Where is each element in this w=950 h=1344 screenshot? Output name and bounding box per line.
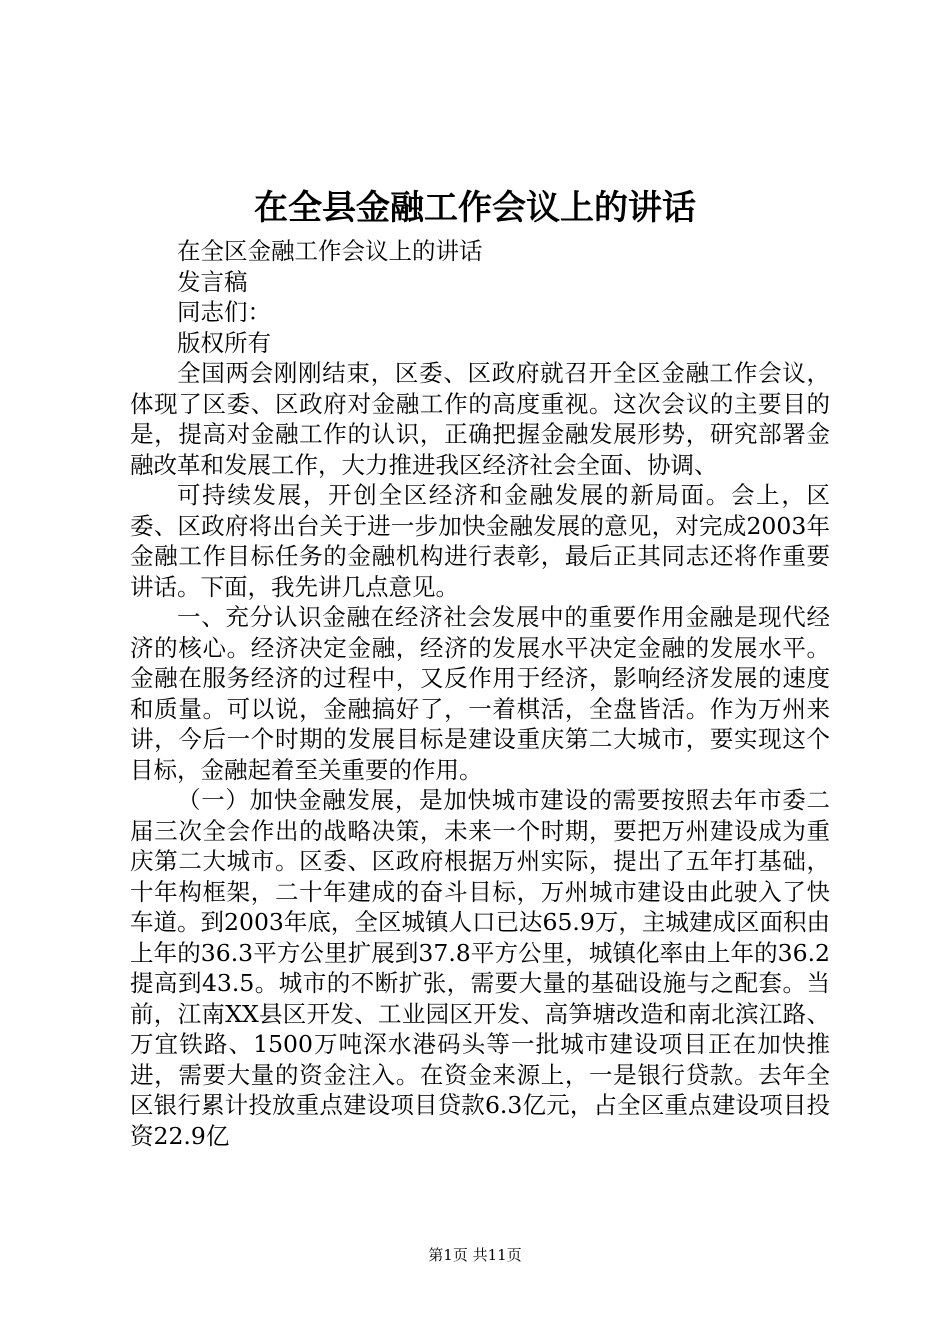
document-title: 在全县金融工作会议上的讲话 <box>254 188 696 228</box>
paragraph-label: 发言稿 <box>177 267 248 296</box>
paragraph-greeting: 同志们： <box>177 298 271 326</box>
paragraph: 全国两会刚刚结束，区委、区政府就召开全区金融工作会议，体现了区委、区政府对金融工作的高度重视。这次会议的主要目的是，提高对金融工作的认识，正确把握金融发展形势，研究部署金融改革和发展工作，大力推进我区经济社会全面、协调、 <box>130 359 830 479</box>
paragraph-copyright: 版权所有 <box>177 328 271 357</box>
document-body <box>130 236 830 1151</box>
paragraph: （一）加快金融发展，是加快城市建设的需要按照去年市委二届三次全会作出的战略决策，未来一个时期，要把万州建设成为重庆第二大城市。区委、区政府根据万州实际，提出了五年打基础，十年构框架，二十年建成的奋斗目标，万州城市建设由此驶入了快车道。到2003年底，全区城镇人口已达65.9万，主城建成区面积由上年的36.3平方公里扩展到37.8平方公里，城镇化率由上年的36.2提高到43.5。城市的不断扩张，需要大量的基础设施与之配套。当前，江南XX县区开发、工业园区开发、高笋塘改造和南北滨江路、万宜铁路、1500万吨深水港码头等一批城市建设项目正在加快推进，需要大量的资金注入。在资金来源上，一是银行贷款。去年全区银行累计投放重点建设项目贷款6.3亿元，占全区重点建设项目投资22.9亿 <box>130 786 830 1150</box>
page-footer: 第1页 共11页 <box>428 1246 522 1264</box>
paragraph-subtitle: 在全区金融工作会议上的讲话 <box>177 237 483 265</box>
paragraph: 可持续发展，开创全区经济和金融发展的新局面。会上，区委、区政府将出台关于进一步加快金融发展的意见，对完成2003年金融工作目标任务的金融机构进行表彰，最后正其同志还将作重要讲话。下面，我先讲几点意见。 <box>130 481 830 601</box>
paragraph: 一、充分认识金融在经济社会发展中的重要作用金融是现代经济的核心。经济决定金融，经济的发展水平决定金融的发展水平。金融在服务经济的过程中，又反作用于经济，影响经济发展的速度和质量。可以说，金融搞好了，一着棋活，全盘皆活。作为万州来讲，今后一个时期的发展目标是建设重庆第二大城市，要实现这个目标，金融起着至关重要的作用。 <box>130 603 830 784</box>
